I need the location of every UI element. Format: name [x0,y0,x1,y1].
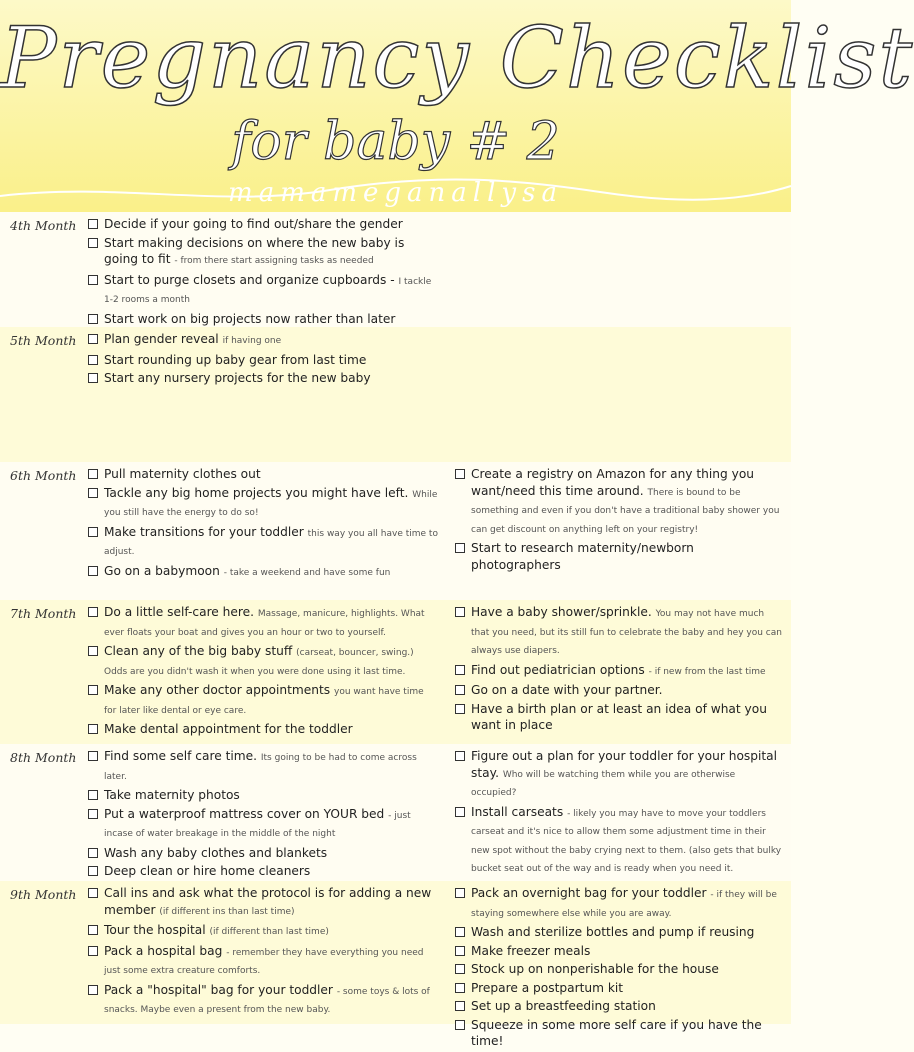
item-text: Make dental appointment for the toddler [104,722,353,736]
checkbox[interactable] [455,751,465,761]
item-text: Start to research maternity/newborn photographers [471,541,694,572]
right-column [455,885,783,1052]
item-text: Tour the hospital [104,923,206,937]
checkbox[interactable] [88,790,98,800]
checklist-item [455,701,783,734]
item-note: - likely you may have to move your toddlers carseat and it's nice to allow them some adjustment time in their new spot without the baby crying next to them. (also gets that bulky bucket seat out of the way and is ready when you need it. [471,808,782,874]
item-note: - if they will be staying somewhere else while you are away. [471,890,777,919]
item-text: Figure out a plan for your toddler for your hospital stay. [471,749,778,780]
item-text: Tackle any big home projects you might have left. [104,485,409,500]
checklist-item [88,682,438,719]
item-note: Massage, manicure, highlights. What ever floats your boat and gives you an hour or two to yourself. [104,609,425,638]
month-section [0,462,791,600]
item-text: Make any other doctor appointments [104,683,331,697]
checklist-item [455,682,783,699]
item-text: Have a birth plan or at least an idea of what you want in place [471,701,767,732]
item-text: Clean any of the big baby stuff [104,644,293,658]
checkbox[interactable] [88,685,98,695]
item-text: Pull maternity clothes out [104,467,261,481]
page-title: Pregnancy Checklist [0,9,914,107]
left-column [88,748,438,882]
checkbox[interactable] [88,238,98,248]
checklist-item [88,311,438,328]
checkbox[interactable] [88,848,98,858]
item-note: - remember they have everything you need just some extra creature comforts. [104,947,424,976]
checklist-item [88,563,438,582]
right-column [455,466,783,575]
left-column [88,331,438,389]
checklist-item [455,804,783,878]
checkbox[interactable] [88,751,98,761]
checkbox[interactable] [455,888,465,898]
checkbox[interactable] [455,964,465,974]
item-note: While you still have the energy to do so! [104,489,438,518]
checkbox[interactable] [88,527,98,537]
checklist-item [88,845,438,862]
month-label: 7th Month [10,606,77,621]
month-section [0,327,791,462]
item-note: I tackle 1-2 rooms a month [104,276,432,305]
month-label: 4th Month [10,218,77,233]
item-text: Go on a babymoon [104,563,220,578]
month-label: 9th Month [10,887,77,902]
item-note: (carseat, bouncer, swing.) Odds are you didn't wash it when you were done using it last time. [104,648,414,677]
checkbox[interactable] [455,469,465,479]
left-column [88,216,438,329]
checkbox[interactable] [88,334,98,344]
checkbox[interactable] [88,355,98,365]
item-note: this way you all have time to adjust. [104,528,438,557]
checkbox[interactable] [455,607,465,617]
header-banner [0,0,914,212]
item-text: Start any nursery projects for the new baby [104,371,371,385]
checklist-item [455,943,783,960]
checkbox[interactable] [455,1001,465,1011]
checklist-item [455,924,783,941]
checklist-item [455,998,783,1015]
checkbox[interactable] [455,685,465,695]
item-text: Take maternity photos [104,788,240,802]
checklist-item [88,721,438,738]
checklist-item [88,787,438,804]
checklist-item [88,863,438,880]
item-text: Install carseats [471,804,564,819]
item-text: Prepare a postpartum kit [471,980,624,995]
left-column [88,604,438,740]
checkbox[interactable] [88,607,98,617]
checkbox[interactable] [88,866,98,876]
left-column [88,466,438,583]
month-section [0,212,791,327]
checklist-item [455,980,783,997]
checkbox[interactable] [88,314,98,324]
checkbox[interactable] [455,946,465,956]
checklist-item [88,331,438,350]
item-text: Put a waterproof mattress cover on YOUR bed [104,806,385,821]
checklist-item [88,216,438,233]
checklist-item [88,524,438,561]
month-section [0,744,791,881]
checklist-item [88,748,438,785]
item-text: Find some self care time. [104,749,257,763]
checklist-item [88,982,438,1019]
item-note: - from there start assigning tasks as needed [174,256,374,266]
checkbox[interactable] [88,469,98,479]
checkbox[interactable] [88,985,98,995]
left-column [88,885,438,1021]
right-column [455,604,783,736]
item-text: Decide if your going to find out/share the gender [104,217,403,231]
checkbox[interactable] [455,1020,465,1030]
item-note: you want have time for later like dental or eye care. [104,687,424,716]
checklist-item [455,604,783,660]
checklist-item [88,922,438,941]
item-text: Start rounding up baby gear from last time [104,352,367,367]
item-text: Wash and sterilize bottles and pump if reusing [471,925,755,939]
item-note: You may not have much that you need, but its still fun to celebrate the baby and hey you can always use diapers. [471,609,782,656]
checkbox[interactable] [88,275,98,285]
month-label: 8th Month [10,750,77,765]
item-note: There is bound to be something and even if you don't have a traditional baby shower you can get discount on anything left on your registry! [471,487,780,535]
month-label: 6th Month [10,468,77,483]
item-text: Find out pediatrician options [471,662,645,677]
item-text: Pack a hospital bag [104,943,223,958]
item-text: Deep clean or hire home cleaners [104,864,311,878]
checklist-item [88,235,438,270]
checkbox[interactable] [88,925,98,935]
item-text: Create a registry on Amazon for any thing you want/need this time around. [471,467,755,498]
checkbox[interactable] [88,566,98,576]
month-section [0,881,791,1048]
checklist-item [88,604,438,641]
checklist-item [88,352,438,369]
item-text: Start to purge closets and organize cupboards - [104,272,395,287]
item-text: Make transitions for your toddler [104,524,304,539]
item-text: Start work on big projects now rather than later [104,311,396,326]
checkbox[interactable] [88,809,98,819]
checkbox[interactable] [88,488,98,498]
checklist-item [88,885,438,920]
checkbox[interactable] [455,704,465,714]
item-text: Plan gender reveal [104,332,219,346]
checklist-item [88,466,438,483]
watermark: mamameganallysa [228,178,563,208]
item-text: Stock up on nonperishable for the house [471,962,719,976]
checklist-item [455,961,783,978]
item-note: - if new from the last time [648,666,766,677]
month-section [0,600,791,744]
checkbox[interactable] [455,543,465,553]
checklist-item [455,885,783,922]
checkbox[interactable] [88,373,98,383]
item-text: Have a baby shower/sprinkle. [471,605,652,619]
item-note: - some toys & lots of snacks. Maybe even a present from the new baby. [104,986,430,1015]
checklist-item [455,1017,783,1050]
checkbox[interactable] [88,646,98,656]
item-text: Wash any baby clothes and blankets [104,845,328,860]
item-text: Set up a breastfeeding station [471,999,656,1013]
item-text: Pack an overnight bag for your toddler [471,886,707,900]
checkbox[interactable] [88,724,98,734]
checkbox[interactable] [455,665,465,675]
checkbox[interactable] [88,219,98,229]
item-note: Who will be watching them while you are otherwise occupied? [471,769,736,798]
checklist-item [88,943,438,980]
right-column [455,748,783,880]
checkbox[interactable] [455,983,465,993]
item-text: Go on a date with your partner. [471,683,663,697]
item-text: Start making decisions on where the new baby is going to fit [104,235,405,266]
item-text: Do a little self-care here. [104,605,255,619]
checkbox[interactable] [88,888,98,898]
checklist-item [88,272,438,309]
checklist-item [88,370,438,387]
item-text: Pack a "hospital" bag for your toddler [104,982,333,997]
item-note: - take a weekend and have some fun [223,567,391,578]
checkbox[interactable] [455,927,465,937]
item-note: (if different ins than last time) [159,906,295,917]
checklist-item [88,643,438,680]
item-note: if having one [222,336,282,346]
checklist-item [455,466,783,538]
page-subtitle: for baby # 2 [231,112,560,172]
item-text: Make freezer meals [471,943,591,958]
checklist-item [88,485,438,522]
checkbox[interactable] [455,807,465,817]
checklist-item [455,748,783,802]
item-text: Squeeze in some more self care if you have the time! [471,1017,762,1048]
item-text: Call ins and ask what the protocol is for adding a new member [104,886,432,917]
item-note: (if different than last time) [209,927,329,937]
item-note: Its going to be had to come across later. [104,753,417,782]
item-note: - just incase of water breakage in the middle of the night [104,810,411,839]
checkbox[interactable] [88,946,98,956]
month-label: 5th Month [10,333,77,348]
checklist-item [455,662,783,681]
checklist-item [455,540,783,573]
checklist-item [88,806,438,843]
